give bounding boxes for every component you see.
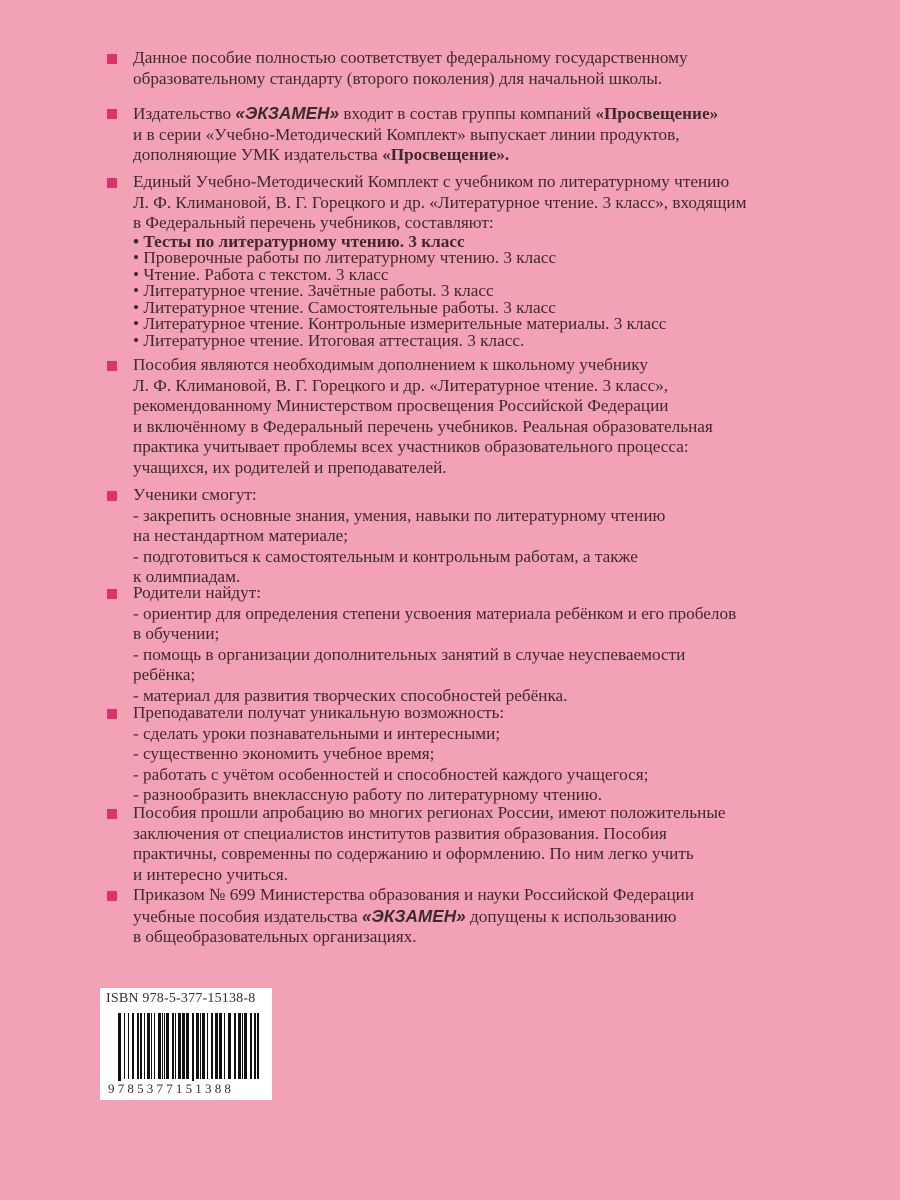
text-run: практичны, современны по содержанию и оформлению. По ним легко учить <box>133 844 694 863</box>
text-line <box>133 906 807 928</box>
text-run: в обучении; <box>133 624 220 643</box>
barcode-bar <box>172 1013 174 1079</box>
text-run: рекомендованному Министерством просвещения Российской Федерации <box>133 396 669 415</box>
text-line <box>133 803 807 824</box>
barcode-bar <box>147 1013 150 1079</box>
publisher-name: «ЭКЗАМЕН» <box>235 103 340 123</box>
text-run: - помощь в организации дополнительных занятий в случае неуспеваемости <box>133 644 686 664</box>
text-run: практика учитывает проблемы всех участников образовательного процесса: <box>133 437 689 456</box>
list-item: • Тесты по литературному чтению. 3 класс <box>133 234 807 251</box>
text-run: учащихся, их родителей и преподавателей. <box>133 457 447 477</box>
publisher-name: «ЭКЗАМЕН» <box>362 905 466 926</box>
text-run: Преподаватели получат уникальную возможность: <box>133 703 505 722</box>
text-run: Родители найдут: <box>133 583 262 602</box>
barcode-bar <box>178 1013 181 1079</box>
text-run: и включённому в Федеральный перечень учебников. Реальная образовательная <box>133 416 713 436</box>
text-run: входит в состав группы компаний <box>339 104 596 123</box>
text-run: «Просвещение» <box>595 104 719 123</box>
text-line <box>133 526 807 547</box>
list-item: • Литературное чтение. Итоговая аттестация. 3 класс. <box>133 333 807 350</box>
barcode-bar <box>154 1013 155 1079</box>
text-line <box>133 376 807 397</box>
bullet-square-icon <box>107 178 117 188</box>
barcode-bar <box>207 1013 208 1079</box>
bullet-square-icon <box>107 54 117 64</box>
bullet-square-icon <box>107 589 117 599</box>
text-line <box>133 485 807 506</box>
barcode-bar <box>140 1013 142 1079</box>
bullet-square-icon <box>107 809 117 819</box>
text-line <box>133 885 807 906</box>
bullet-square-icon <box>107 109 117 119</box>
text-line <box>133 506 807 527</box>
text-run: в общеобразовательных организациях. <box>133 927 417 946</box>
text-line <box>133 69 807 90</box>
text-line <box>133 703 807 724</box>
text-line <box>133 193 807 214</box>
barcode-bar <box>132 1013 134 1079</box>
barcode-bar <box>215 1013 218 1079</box>
text-line <box>133 624 807 645</box>
text-line <box>133 844 807 865</box>
barcode-bar <box>182 1013 185 1079</box>
barcode-bar <box>234 1013 236 1079</box>
paragraph-section <box>107 485 807 588</box>
text-run: Пособия являются необходимым дополнением к школьному учебнику <box>133 355 648 374</box>
text-line <box>133 125 807 146</box>
text-run: - ориентир для определения степени усвоения материала ребёнком и его пробелов <box>133 603 737 623</box>
text-run: Данное пособие полностью соответствует федеральному государственному <box>133 48 688 67</box>
barcode-bar <box>238 1013 241 1079</box>
text-run: в Федеральный перечень учебников, составляют: <box>133 213 494 232</box>
barcode-bar <box>244 1013 247 1079</box>
text-line <box>133 355 807 376</box>
barcode-icon <box>118 1013 264 1089</box>
text-run: дополняющие УМК издательства <box>133 145 383 164</box>
text-run: на нестандартном материале; <box>133 526 349 545</box>
text-line <box>133 744 807 765</box>
text-line <box>133 724 807 745</box>
text-run: ребёнка; <box>133 665 196 684</box>
paragraph-section <box>107 583 807 706</box>
text-line <box>133 583 807 604</box>
barcode-bar <box>118 1013 121 1089</box>
barcode-bar <box>124 1013 125 1079</box>
text-run: Ученики смогут: <box>133 485 257 504</box>
text-line <box>133 145 807 166</box>
barcode-bar <box>219 1013 222 1079</box>
barcode-bar <box>254 1013 256 1079</box>
paragraph-section <box>107 48 807 89</box>
text-run: Л. Ф. Климановой, В. Г. Горецкого и др. «Литературное чтение. 3 класс», входящим <box>133 192 747 212</box>
barcode-bar <box>242 1013 243 1079</box>
text-line <box>133 417 807 438</box>
barcode-bar <box>186 1013 189 1079</box>
barcode-bar <box>192 1013 194 1089</box>
barcode-bar <box>250 1013 252 1079</box>
text-line <box>133 396 807 417</box>
bullet-square-icon <box>107 709 117 719</box>
text-line <box>133 927 807 948</box>
text-run: Издательство <box>133 104 236 123</box>
paragraph-section <box>107 885 807 948</box>
text-run: Приказом № 699 Министерства образования и науки Российской Федерации <box>133 885 695 904</box>
barcode-bar <box>166 1013 169 1079</box>
text-line <box>133 865 807 886</box>
text-line <box>133 645 807 666</box>
barcode-bar <box>200 1013 201 1079</box>
paragraph-section <box>107 103 807 166</box>
barcode-bar <box>228 1013 231 1079</box>
text-line <box>133 48 807 69</box>
text-run: - закрепить основные знания, умения, навыки по литературному чтению <box>133 505 666 525</box>
text-run: - материал для развития творческих способностей ребёнка. <box>133 685 568 705</box>
text-run: и интересно учиться. <box>133 864 289 884</box>
text-line <box>133 437 807 458</box>
bullet-square-icon <box>107 491 117 501</box>
barcode-bar <box>144 1013 145 1079</box>
isbn-label: ISBN 978-5-377-15138-8 <box>106 991 256 1006</box>
text-line <box>133 172 807 193</box>
paragraph-section <box>107 803 807 885</box>
text-line <box>133 213 807 234</box>
text-run: образовательному стандарту (второго поколения) для начальной школы. <box>133 68 663 88</box>
barcode-bar <box>257 1013 259 1079</box>
text-run: к олимпиадам. <box>133 567 241 586</box>
isbn-barcode-block <box>100 988 272 1100</box>
text-run: Л. Ф. Климановой, В. Г. Горецкого и др. «Литературное чтение. 3 класс», <box>133 375 669 395</box>
barcode-bar <box>175 1013 176 1079</box>
barcode-bar <box>196 1013 199 1079</box>
paragraph-section <box>107 172 807 349</box>
barcode-digits: 9785377151388 <box>108 1081 235 1096</box>
text-run: - существенно экономить учебное время; <box>133 744 435 763</box>
barcode-bar <box>211 1013 213 1079</box>
text-line <box>133 604 807 625</box>
list-item: • Чтение. Работа с текстом. 3 класс <box>133 267 807 284</box>
text-line <box>133 824 807 845</box>
barcode-bar <box>137 1013 139 1079</box>
text-run: - разнообразить внеклассную работу по литературному чтению. <box>133 785 603 804</box>
text-line <box>133 103 807 125</box>
text-run: - работать с учётом особенностей и способностей каждого учащегося; <box>133 764 649 784</box>
bullet-square-icon <box>107 361 117 371</box>
barcode-bar <box>224 1013 225 1079</box>
paragraph-section <box>107 355 807 478</box>
list-item: • Проверочные работы по литературному чтению. 3 класс <box>133 250 807 267</box>
text-run: - подготовиться к самостоятельным и контрольным работам, а также <box>133 546 638 566</box>
text-line <box>133 765 807 786</box>
text-line <box>133 665 807 686</box>
list-item: • Литературное чтение. Контрольные измерительные материалы. 3 класс <box>133 316 807 333</box>
barcode-bar <box>128 1013 129 1079</box>
paragraph-section <box>107 703 807 806</box>
barcode-bar <box>151 1013 152 1079</box>
text-run: заключения от специалистов институтов развития образования. Пособия <box>133 823 667 843</box>
text-run: - сделать уроки познавательными и интересными; <box>133 723 501 743</box>
text-run: «Просвещение». <box>382 145 510 164</box>
text-run: учебные пособия издательства <box>133 906 362 926</box>
text-run: и в серии «Учебно-Методический Комплект» выпускает линии продуктов, <box>133 124 680 144</box>
barcode-bar <box>162 1013 163 1079</box>
text-line <box>133 547 807 568</box>
text-run: допущены к использованию <box>465 906 677 926</box>
list-item: • Литературное чтение. Зачётные работы. 3 класс <box>133 283 807 300</box>
bullet-square-icon <box>107 891 117 901</box>
text-run: Пособия прошли апробацию во многих регионах России, имеют положительные <box>133 803 726 822</box>
barcode-bar <box>164 1013 165 1079</box>
list-item: • Литературное чтение. Самостоятельные работы. 3 класс <box>133 300 807 317</box>
barcode-bar <box>158 1013 161 1079</box>
barcode-bar <box>202 1013 205 1079</box>
text-line <box>133 458 807 479</box>
text-run: Единый Учебно-Методический Комплект с учебником по литературному чтению <box>133 172 730 191</box>
